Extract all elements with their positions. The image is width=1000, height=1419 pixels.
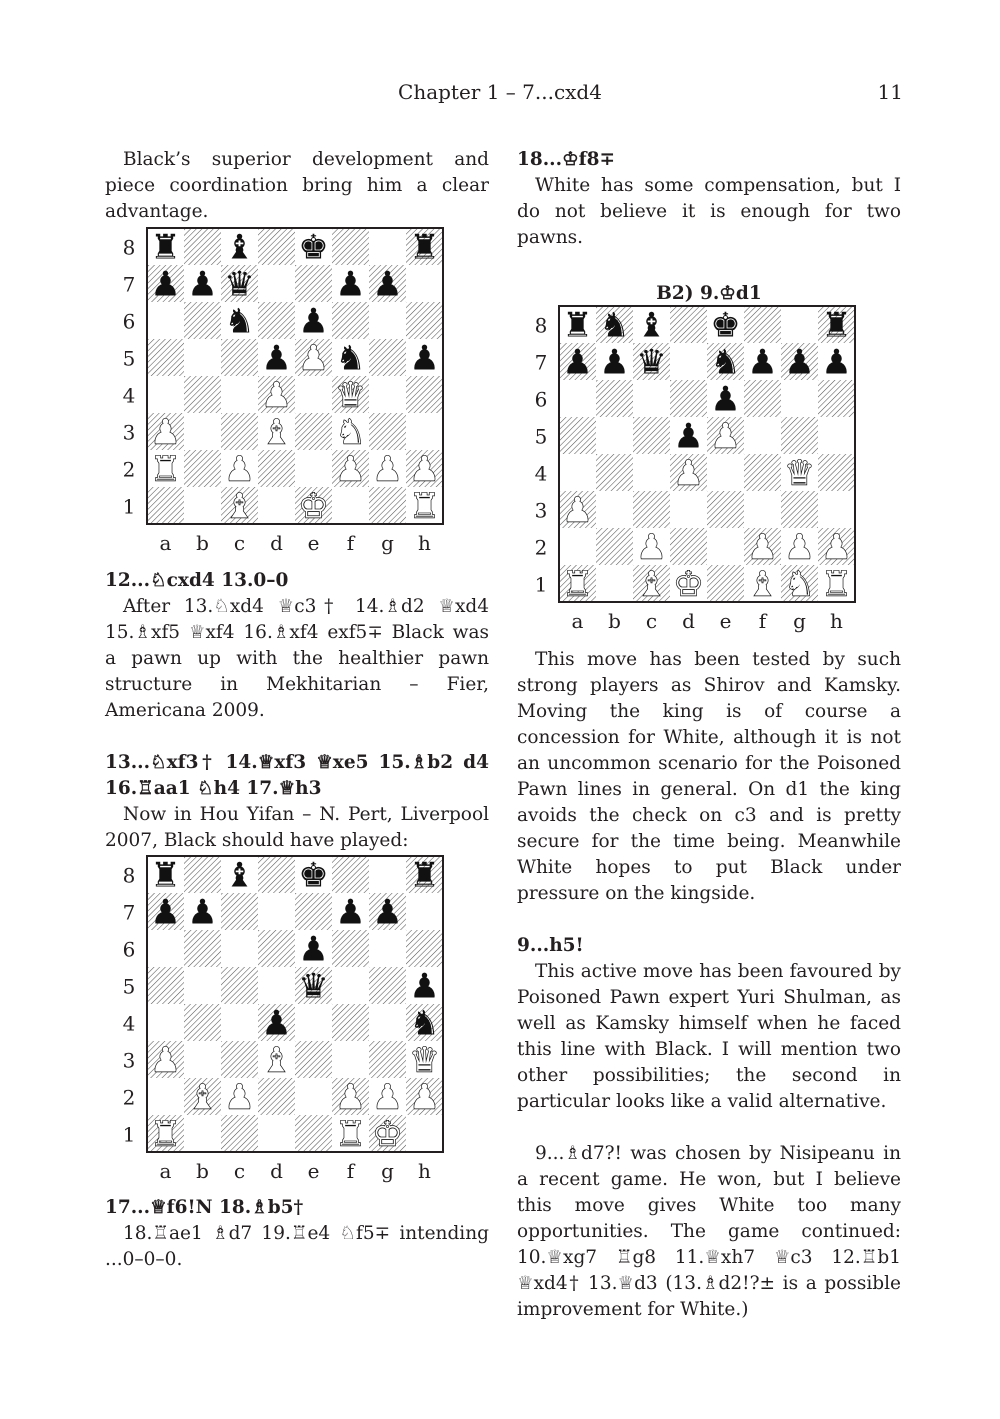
white-rook-icon: ♜: [150, 1114, 181, 1155]
dark-square: [596, 528, 633, 565]
light-square: [295, 376, 332, 413]
white-pawn-icon: ♟: [298, 338, 329, 379]
light-square: [147, 1004, 184, 1041]
light-square: [818, 417, 855, 454]
white-knight-icon: ♞: [784, 564, 815, 605]
section-heading: B2) 9.♔d1: [656, 283, 762, 304]
left-column-top: [105, 147, 489, 225]
black-pawn-icon: ♟: [562, 342, 593, 383]
light-square: [332, 967, 369, 1004]
file-label: e: [307, 531, 320, 555]
black-pawn-icon: ♟: [261, 1003, 292, 1044]
light-square: [369, 1004, 406, 1041]
dark-square: [559, 417, 596, 454]
light-square: [295, 1004, 332, 1041]
dark-square: [406, 302, 443, 339]
rank-label: 4: [122, 383, 136, 408]
paragraph: After 13.♘xd4 ♕c3† 14.♗d2 ♕xd4 15.♗xf5 ♕xf4 16.♗xf4 exf5∓ Black was a pawn up with the healthier pawn structure in Mekhitarian – Fier, Americana 2009.: [105, 596, 489, 721]
light-square: [258, 893, 295, 930]
dark-square: [596, 380, 633, 417]
light-square: [559, 454, 596, 491]
white-rook-icon: ♜: [335, 1114, 366, 1155]
light-square: [596, 417, 633, 454]
white-pawn-icon: ♟: [784, 527, 815, 568]
file-label: c: [233, 531, 246, 555]
file-label: b: [196, 1159, 209, 1183]
white-pawn-icon: ♟: [335, 1077, 366, 1118]
white-bishop-icon: ♝: [187, 1077, 218, 1118]
chess-diagram-3: [527, 303, 867, 639]
dark-square: [744, 306, 781, 343]
dark-square: [221, 893, 258, 930]
black-pawn-icon: ♟: [409, 966, 440, 1007]
dark-square: [258, 1078, 295, 1115]
dark-square: [295, 413, 332, 450]
file-label: d: [270, 531, 283, 555]
black-knight-icon: ♞: [710, 342, 741, 383]
light-square: [406, 265, 443, 302]
dark-square: [184, 856, 221, 893]
light-square: [295, 1078, 332, 1115]
dark-square: [147, 487, 184, 524]
right-column-top: [517, 147, 901, 307]
dark-square: [184, 228, 221, 265]
dark-square: [633, 417, 670, 454]
dark-square: [744, 454, 781, 491]
black-rook-icon: ♜: [821, 305, 852, 346]
left-column-bottom: [105, 1195, 489, 1273]
dark-square: [221, 1041, 258, 1078]
black-king-icon: ♚: [298, 227, 329, 268]
rank-label: 5: [534, 424, 548, 449]
light-square: [744, 491, 781, 528]
black-bishop-icon: ♝: [636, 305, 667, 346]
paragraph: Now in Hou Yifan – N. Pert, Liverpool 2007, Black should have played:: [105, 804, 489, 851]
light-square: [633, 380, 670, 417]
black-rook-icon: ♜: [562, 305, 593, 346]
white-pawn-icon: ♟: [224, 449, 255, 490]
rank-label: 4: [534, 461, 548, 486]
dark-square: [147, 967, 184, 1004]
light-square: [369, 302, 406, 339]
move-heading: 18...♔f8∓: [517, 149, 615, 170]
black-queen-icon: ♛: [298, 966, 329, 1007]
file-label: g: [793, 609, 806, 633]
white-rook-icon: ♜: [150, 449, 181, 490]
black-pawn-icon: ♟: [298, 929, 329, 970]
light-square: [184, 967, 221, 1004]
dark-square: [332, 856, 369, 893]
black-rook-icon: ♜: [409, 855, 440, 896]
light-square: [184, 339, 221, 376]
white-pawn-icon: ♟: [562, 490, 593, 531]
running-header: Chapter 1 – 7...cxd4: [398, 80, 602, 104]
white-pawn-icon: ♟: [673, 453, 704, 494]
file-label: b: [608, 609, 621, 633]
file-label: a: [159, 531, 172, 555]
dark-square: [221, 1115, 258, 1152]
white-pawn-icon: ♟: [150, 1040, 181, 1081]
white-king-icon: ♚: [673, 564, 704, 605]
rank-label: 7: [122, 272, 136, 297]
file-label: a: [571, 609, 584, 633]
black-queen-icon: ♛: [636, 342, 667, 383]
black-knight-icon: ♞: [335, 338, 366, 379]
dark-square: [258, 930, 295, 967]
dark-square: [369, 967, 406, 1004]
light-square: [707, 528, 744, 565]
page-number: 11: [877, 80, 903, 104]
black-king-icon: ♚: [298, 855, 329, 896]
rank-label: 4: [122, 1011, 136, 1036]
white-bishop-icon: ♝: [636, 564, 667, 605]
white-pawn-icon: ♟: [372, 449, 403, 490]
black-pawn-icon: ♟: [372, 892, 403, 933]
white-bishop-icon: ♝: [747, 564, 778, 605]
light-square: [184, 413, 221, 450]
dark-square: [707, 491, 744, 528]
dark-square: [332, 228, 369, 265]
black-pawn-icon: ♟: [409, 338, 440, 379]
light-square: [221, 930, 258, 967]
black-pawn-icon: ♟: [298, 301, 329, 342]
rank-label: 8: [122, 235, 136, 260]
rank-label: 8: [122, 863, 136, 888]
dark-square: [184, 376, 221, 413]
file-label: d: [682, 609, 695, 633]
dark-square: [744, 380, 781, 417]
white-pawn-icon: ♟: [747, 527, 778, 568]
white-rook-icon: ♜: [409, 486, 440, 527]
file-label: h: [418, 531, 431, 555]
light-square: [406, 893, 443, 930]
file-label: f: [346, 1159, 355, 1183]
light-square: [633, 454, 670, 491]
paragraph: This active move has been favoured by Poisoned Pawn expert Yuri Shulman, as well as Kamsky himself when he faced this line with Black. I will mention two other possibilities; the second in particular looks like a valid alternative.: [517, 961, 901, 1112]
dark-square: [369, 339, 406, 376]
dark-square: [221, 413, 258, 450]
dark-square: [332, 1004, 369, 1041]
dark-square: [184, 302, 221, 339]
rank-label: 2: [534, 535, 548, 560]
black-pawn-icon: ♟: [710, 379, 741, 420]
rank-label: 3: [122, 420, 136, 445]
black-pawn-icon: ♟: [372, 264, 403, 305]
dark-square: [295, 1115, 332, 1152]
dark-square: [707, 565, 744, 602]
move-heading: 13...♘xf3† 14.♕xf3 ♕xe5 15.♗b2 d4 16.♖aa1 ♘h4 17.♕h3: [105, 752, 489, 799]
dark-square: [295, 893, 332, 930]
white-bishop-icon: ♝: [261, 412, 292, 453]
dark-square: [332, 930, 369, 967]
file-label: d: [270, 1159, 283, 1183]
black-bishop-icon: ♝: [224, 855, 255, 896]
dark-square: [332, 302, 369, 339]
dark-square: [406, 930, 443, 967]
white-pawn-icon: ♟: [710, 416, 741, 457]
black-pawn-icon: ♟: [150, 264, 181, 305]
rank-label: 3: [122, 1048, 136, 1073]
black-pawn-icon: ♟: [261, 338, 292, 379]
white-pawn-icon: ♟: [821, 527, 852, 568]
white-pawn-icon: ♟: [409, 449, 440, 490]
light-square: [258, 967, 295, 1004]
dark-square: [818, 454, 855, 491]
light-square: [258, 487, 295, 524]
white-king-icon: ♚: [298, 486, 329, 527]
light-square: [147, 376, 184, 413]
dark-square: [221, 967, 258, 1004]
dark-square: [670, 528, 707, 565]
file-label: b: [196, 531, 209, 555]
light-square: [147, 930, 184, 967]
white-pawn-icon: ♟: [335, 449, 366, 490]
dark-square: [184, 1004, 221, 1041]
file-label: c: [233, 1159, 246, 1183]
file-label: e: [719, 609, 732, 633]
light-square: [184, 1115, 221, 1152]
black-bishop-icon: ♝: [224, 227, 255, 268]
white-pawn-icon: ♟: [224, 1077, 255, 1118]
white-knight-icon: ♞: [335, 412, 366, 453]
dark-square: [369, 413, 406, 450]
black-pawn-icon: ♟: [150, 892, 181, 933]
light-square: [406, 413, 443, 450]
paragraph: Black’s superior development and piece coordination bring him a clear advantage.: [105, 149, 489, 222]
dark-square: [295, 1041, 332, 1078]
black-knight-icon: ♞: [599, 305, 630, 346]
move-heading: 9...h5!: [517, 935, 584, 956]
light-square: [332, 487, 369, 524]
black-pawn-icon: ♟: [335, 264, 366, 305]
rank-label: 6: [122, 937, 136, 962]
file-label: g: [381, 1159, 394, 1183]
light-square: [258, 265, 295, 302]
dark-square: [818, 380, 855, 417]
black-pawn-icon: ♟: [335, 892, 366, 933]
black-knight-icon: ♞: [409, 1003, 440, 1044]
rank-label: 1: [534, 572, 548, 597]
file-label: f: [346, 531, 355, 555]
dark-square: [406, 376, 443, 413]
file-label: a: [159, 1159, 172, 1183]
light-square: [559, 528, 596, 565]
light-square: [147, 1078, 184, 1115]
rank-label: 3: [534, 498, 548, 523]
light-square: [781, 380, 818, 417]
light-square: [258, 1115, 295, 1152]
white-pawn-icon: ♟: [409, 1077, 440, 1118]
white-bishop-icon: ♝: [261, 1040, 292, 1081]
file-label: c: [645, 609, 658, 633]
dark-square: [369, 1041, 406, 1078]
dark-square: [184, 930, 221, 967]
dark-square: [258, 302, 295, 339]
paragraph: 18.♖ae1 ♗d7 19.♖e4 ♘f5∓ intending ...0–0–0.: [105, 1223, 489, 1270]
left-column-middle: [105, 568, 489, 854]
dark-square: [258, 228, 295, 265]
light-square: [332, 1041, 369, 1078]
right-column-bottom: [517, 647, 901, 1323]
black-pawn-icon: ♟: [673, 416, 704, 457]
chess-diagram-1: [115, 225, 455, 561]
rank-label: 6: [534, 387, 548, 412]
dark-square: [781, 491, 818, 528]
rank-label: 7: [534, 350, 548, 375]
dark-square: [633, 491, 670, 528]
rank-label: 1: [122, 1122, 136, 1147]
move-heading: 17...♕f6!N 18.♗b5†: [105, 1197, 304, 1218]
light-square: [221, 1004, 258, 1041]
file-label: f: [758, 609, 767, 633]
black-rook-icon: ♜: [150, 855, 181, 896]
rank-label: 6: [122, 309, 136, 334]
black-pawn-icon: ♟: [747, 342, 778, 383]
white-pawn-icon: ♟: [150, 412, 181, 453]
white-rook-icon: ♜: [821, 564, 852, 605]
light-square: [184, 487, 221, 524]
move-heading: 12...♘cxd4 13.0–0: [105, 570, 289, 591]
light-square: [147, 302, 184, 339]
black-knight-icon: ♞: [224, 301, 255, 342]
dark-square: [781, 417, 818, 454]
light-square: [295, 450, 332, 487]
light-square: [221, 376, 258, 413]
file-label: h: [830, 609, 843, 633]
file-label: e: [307, 1159, 320, 1183]
light-square: [559, 380, 596, 417]
rank-label: 1: [122, 494, 136, 519]
black-king-icon: ♚: [710, 305, 741, 346]
white-pawn-icon: ♟: [261, 375, 292, 416]
rank-label: 7: [122, 900, 136, 925]
file-label: g: [381, 531, 394, 555]
dark-square: [295, 265, 332, 302]
dark-square: [596, 454, 633, 491]
light-square: [369, 228, 406, 265]
light-square: [707, 454, 744, 491]
black-pawn-icon: ♟: [599, 342, 630, 383]
dark-square: [147, 339, 184, 376]
light-square: [670, 491, 707, 528]
white-queen-icon: ♛: [784, 453, 815, 494]
light-square: [744, 417, 781, 454]
paragraph: This move has been tested by such strong players as Shirov and Kamsky. Moving the king is of course a concession for White, although it is not an uncommon scenario for the Poisoned Pawn lines in general. On d1 the king avoids the check on c3 and is pretty secure for the time being. Meanwhile White hopes to put Black under pressure on the kingside.: [517, 649, 901, 904]
black-rook-icon: ♜: [409, 227, 440, 268]
light-square: [184, 1041, 221, 1078]
dark-square: [670, 380, 707, 417]
light-square: [596, 565, 633, 602]
light-square: [406, 1115, 443, 1152]
black-rook-icon: ♜: [150, 227, 181, 268]
dark-square: [184, 450, 221, 487]
white-queen-icon: ♛: [335, 375, 366, 416]
rank-label: 5: [122, 346, 136, 371]
black-queen-icon: ♛: [224, 264, 255, 305]
light-square: [670, 343, 707, 380]
rank-label: 2: [122, 1085, 136, 1110]
rank-label: 8: [534, 313, 548, 338]
black-pawn-icon: ♟: [187, 264, 218, 305]
light-square: [369, 376, 406, 413]
light-square: [369, 856, 406, 893]
white-queen-icon: ♛: [409, 1040, 440, 1081]
black-pawn-icon: ♟: [784, 342, 815, 383]
rank-label: 5: [122, 974, 136, 999]
dark-square: [258, 450, 295, 487]
chess-diagram-2: [115, 853, 455, 1189]
file-label: h: [418, 1159, 431, 1183]
rank-label: 2: [122, 457, 136, 482]
black-pawn-icon: ♟: [821, 342, 852, 383]
white-rook-icon: ♜: [562, 564, 593, 605]
dark-square: [221, 339, 258, 376]
dark-square: [258, 856, 295, 893]
white-king-icon: ♚: [372, 1114, 403, 1155]
white-pawn-icon: ♟: [636, 527, 667, 568]
paragraph: White has some compensation, but I do not believe it is enough for two pawns.: [517, 175, 901, 248]
white-pawn-icon: ♟: [372, 1077, 403, 1118]
white-bishop-icon: ♝: [224, 486, 255, 527]
paragraph: 9...♗d7?! was chosen by Nisipeanu in a recent game. He won, but I believe this move gives White too many opportunities. The game continued: 10.♕xg7 ♖g8 11.♕xh7 ♕c3 12.♖b1 ♕xd4† 13.♕d3 (13.♗d2!?± is a possible improvement for White.): [517, 1143, 901, 1320]
dark-square: [369, 487, 406, 524]
black-pawn-icon: ♟: [187, 892, 218, 933]
light-square: [818, 491, 855, 528]
dark-square: [670, 306, 707, 343]
light-square: [596, 491, 633, 528]
light-square: [369, 930, 406, 967]
light-square: [781, 306, 818, 343]
